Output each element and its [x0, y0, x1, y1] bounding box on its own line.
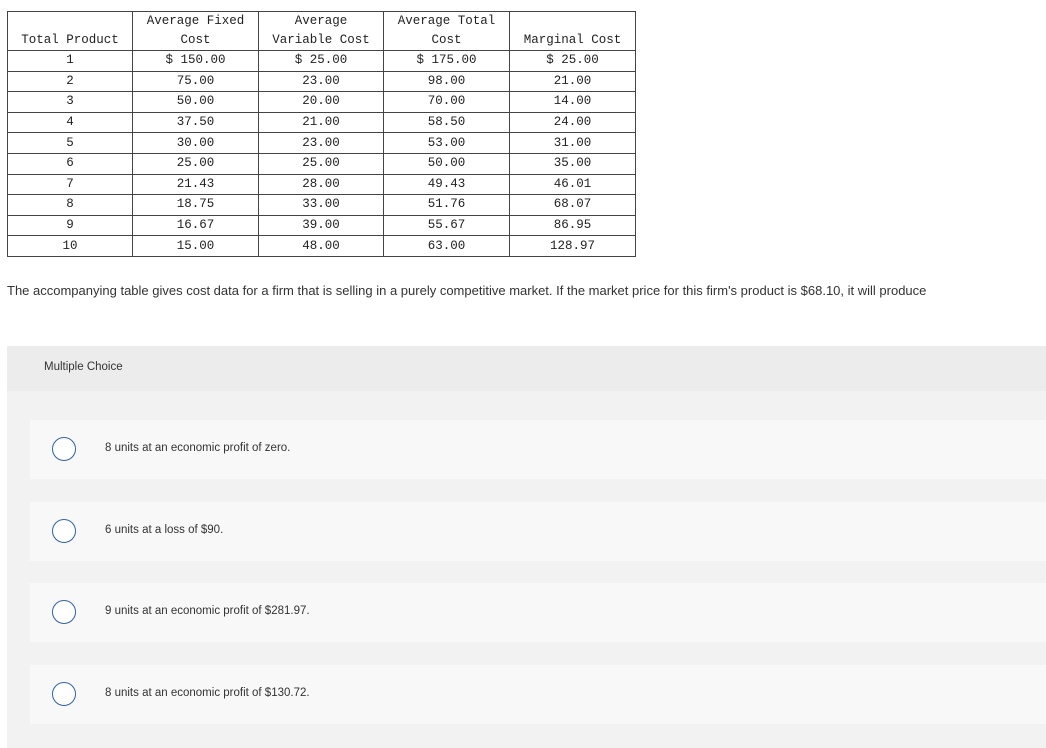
table-cell: 8: [8, 195, 133, 216]
table-cell: 128.97: [510, 236, 636, 257]
table-cell: 23.00: [259, 133, 384, 154]
table-cell: 2: [8, 71, 133, 92]
table-cell: 70.00: [384, 92, 510, 113]
table-cell: 35.00: [510, 153, 636, 174]
table-cell: 21.00: [510, 71, 636, 92]
answer-option-3[interactable]: [30, 583, 1046, 642]
answer-option-label[interactable]: 8 units at an economic profit of zero.: [105, 442, 291, 454]
table-header-row: [8, 12, 636, 51]
table-cell: 18.75: [133, 195, 259, 216]
table-row: [8, 51, 636, 72]
table-cell: 23.00: [259, 71, 384, 92]
column-header: Total Product: [8, 12, 133, 51]
table-cell: 1: [8, 51, 133, 72]
column-header: Average Fixed Cost: [133, 12, 259, 51]
table-cell: 63.00: [384, 236, 510, 257]
table-cell: 31.00: [510, 133, 636, 154]
table-cell: 51.76: [384, 195, 510, 216]
table-cell: 75.00: [133, 71, 259, 92]
table-row: [8, 71, 636, 92]
table-cell: 25.00: [259, 153, 384, 174]
table-cell: 37.50: [133, 112, 259, 133]
table-row: [8, 236, 636, 257]
column-header: Average Variable Cost: [259, 12, 384, 51]
answer-option-label[interactable]: 6 units at a loss of $90.: [105, 524, 224, 536]
cost-data-table: [7, 11, 636, 257]
table-cell: 50.00: [384, 153, 510, 174]
answer-option-2[interactable]: [30, 502, 1046, 561]
table-cell: 24.00: [510, 112, 636, 133]
table-cell: 98.00: [384, 71, 510, 92]
column-header: Marginal Cost: [510, 12, 636, 51]
table-cell: $ 150.00: [133, 51, 259, 72]
table-cell: 39.00: [259, 215, 384, 236]
question-text: The accompanying table gives cost data for a firm that is selling in a purely competitive market. If the market price for this firm's product is $68.10, it will produce: [7, 283, 927, 298]
radio-button-icon[interactable]: [52, 682, 76, 706]
table-cell: 15.00: [133, 236, 259, 257]
column-header: Average Total Cost: [384, 12, 510, 51]
table-cell: 16.67: [133, 215, 259, 236]
multiple-choice-header: [7, 346, 1046, 391]
table-row: [8, 195, 636, 216]
table-cell: 7: [8, 174, 133, 195]
multiple-choice-panel: [7, 346, 1046, 748]
radio-button-icon[interactable]: [52, 519, 76, 543]
table-cell: 4: [8, 112, 133, 133]
table-cell: 53.00: [384, 133, 510, 154]
table-cell: 9: [8, 215, 133, 236]
table-cell: 68.07: [510, 195, 636, 216]
table-cell: 49.43: [384, 174, 510, 195]
table-row: [8, 174, 636, 195]
table-cell: $ 175.00: [384, 51, 510, 72]
table-row: [8, 153, 636, 174]
table-cell: 48.00: [259, 236, 384, 257]
table-cell: 3: [8, 92, 133, 113]
table-row: [8, 215, 636, 236]
table-row: [8, 133, 636, 154]
answer-option-label[interactable]: 8 units at an economic profit of $130.72.: [105, 687, 310, 699]
table-cell: 55.67: [384, 215, 510, 236]
table-cell: 20.00: [259, 92, 384, 113]
table-cell: 58.50: [384, 112, 510, 133]
table-cell: 25.00: [133, 153, 259, 174]
table-cell: 21.00: [259, 112, 384, 133]
radio-button-icon[interactable]: [52, 600, 76, 624]
table-row: [8, 112, 636, 133]
table-cell: 46.01: [510, 174, 636, 195]
radio-button-icon[interactable]: [52, 437, 76, 461]
table-cell: 10: [8, 236, 133, 257]
table-row: [8, 92, 636, 113]
answer-option-label[interactable]: 9 units at an economic profit of $281.97.: [105, 605, 310, 617]
table-cell: 14.00: [510, 92, 636, 113]
multiple-choice-title: Multiple Choice: [44, 361, 123, 373]
table-cell: 5: [8, 133, 133, 154]
table-cell: 28.00: [259, 174, 384, 195]
table-cell: 33.00: [259, 195, 384, 216]
table-cell: 21.43: [133, 174, 259, 195]
table-cell: $ 25.00: [510, 51, 636, 72]
answer-option-1[interactable]: [30, 420, 1046, 479]
table-cell: 30.00: [133, 133, 259, 154]
table-cell: $ 25.00: [259, 51, 384, 72]
table-cell: 86.95: [510, 215, 636, 236]
table-cell: 6: [8, 153, 133, 174]
table-cell: 50.00: [133, 92, 259, 113]
answer-option-4[interactable]: [30, 665, 1046, 724]
